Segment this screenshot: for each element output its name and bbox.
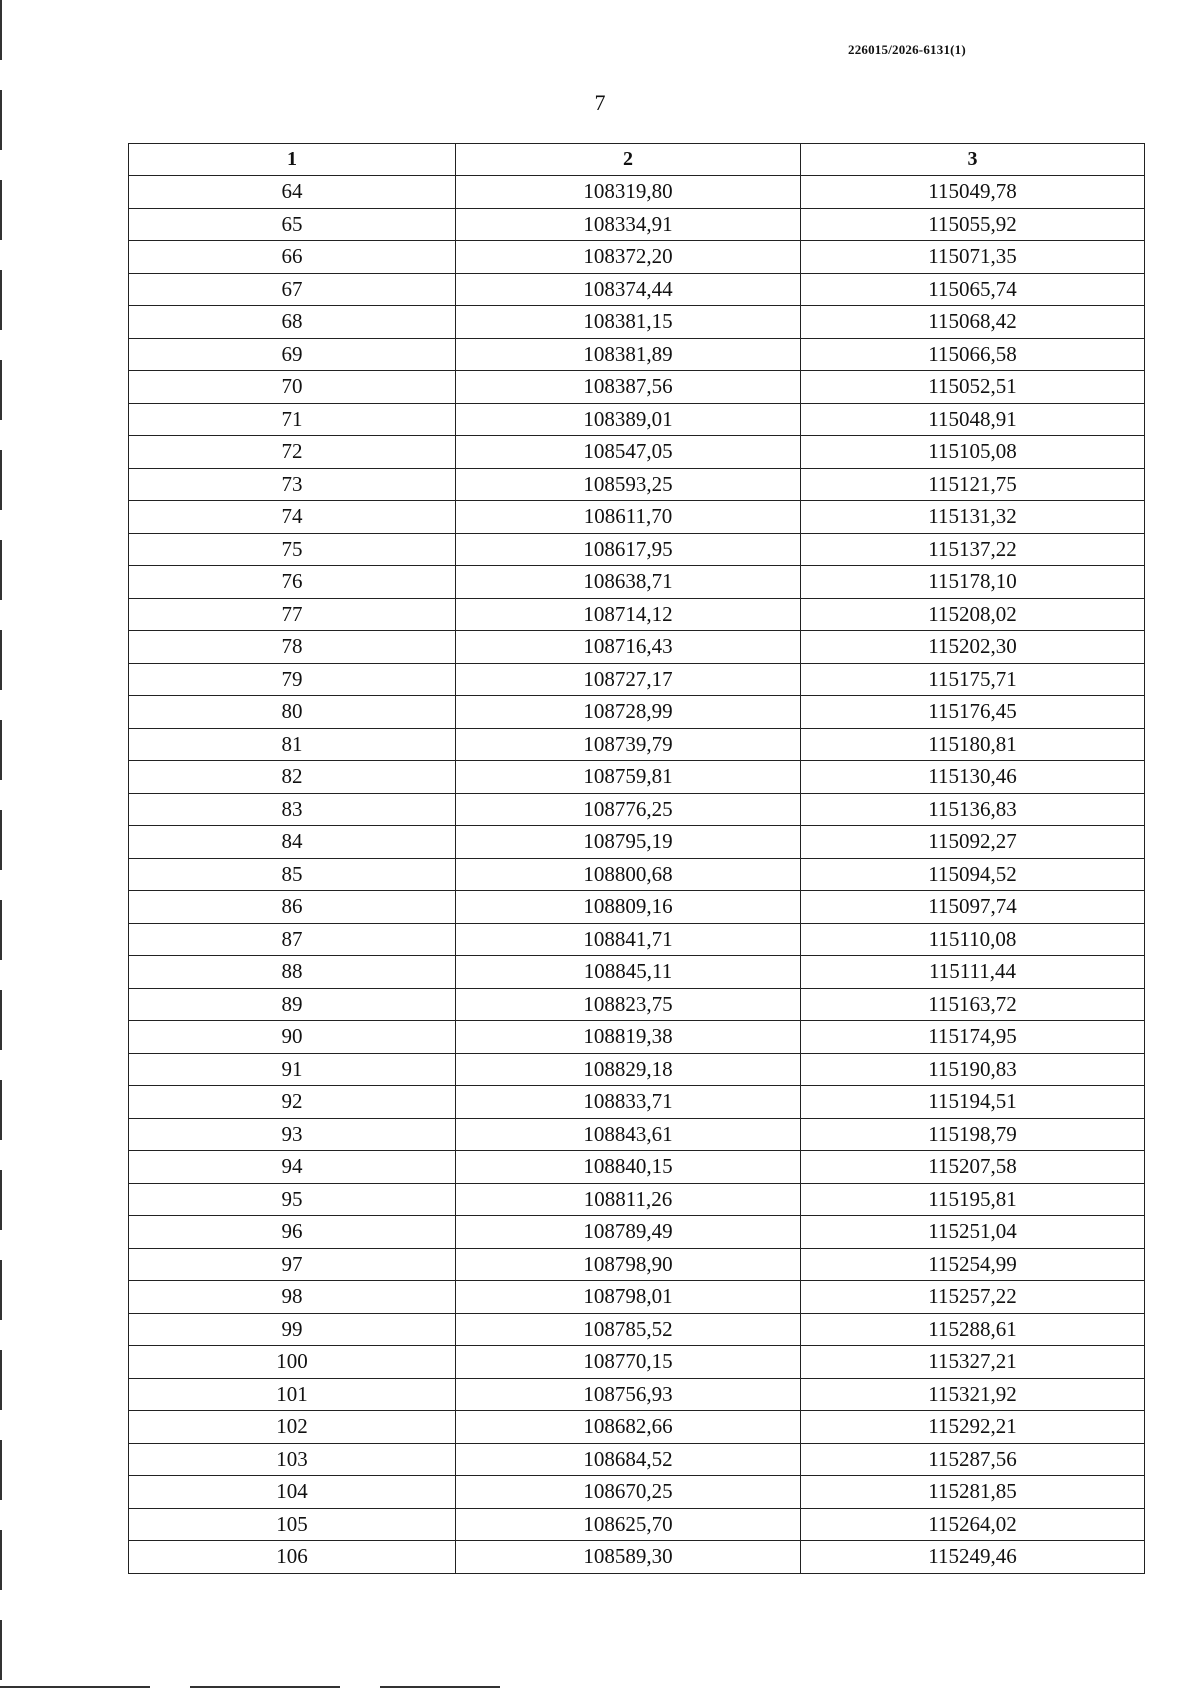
table-cell-col-1: 102 — [129, 1411, 456, 1444]
table-row — [129, 728, 1145, 761]
table-cell-col-1: 93 — [129, 1118, 456, 1151]
table-cell-col-3: 115321,92 — [801, 1378, 1145, 1411]
table-cell-col-3: 115176,45 — [801, 696, 1145, 729]
table-cell-col-3: 115251,04 — [801, 1216, 1145, 1249]
table-cell-col-2: 108840,15 — [456, 1151, 801, 1184]
table-row — [129, 858, 1145, 891]
table-cell-col-1: 105 — [129, 1508, 456, 1541]
table-cell-col-1: 85 — [129, 858, 456, 891]
table-row — [129, 1443, 1145, 1476]
table-cell-col-3: 115249,46 — [801, 1541, 1145, 1574]
table-cell-col-2: 108739,79 — [456, 728, 801, 761]
table-cell-col-3: 115094,52 — [801, 858, 1145, 891]
table-cell-col-2: 108841,71 — [456, 923, 801, 956]
table-cell-col-2: 108756,93 — [456, 1378, 801, 1411]
table-cell-col-1: 87 — [129, 923, 456, 956]
table-row — [129, 793, 1145, 826]
table-cell-col-2: 108593,25 — [456, 468, 801, 501]
table-cell-col-2: 108381,15 — [456, 306, 801, 339]
table-row — [129, 1118, 1145, 1151]
table-cell-col-1: 88 — [129, 956, 456, 989]
table-row — [129, 1346, 1145, 1379]
table-cell-col-1: 72 — [129, 436, 456, 469]
scan-left-edge — [0, 0, 2, 1692]
table-cell-col-1: 71 — [129, 403, 456, 436]
table-cell-col-1: 90 — [129, 1021, 456, 1054]
table-cell-col-2: 108819,38 — [456, 1021, 801, 1054]
table-cell-col-2: 108334,91 — [456, 208, 801, 241]
table-cell-col-2: 108716,43 — [456, 631, 801, 664]
table-row — [129, 533, 1145, 566]
table-cell-col-3: 115065,74 — [801, 273, 1145, 306]
table-cell-col-1: 98 — [129, 1281, 456, 1314]
table-cell-col-1: 65 — [129, 208, 456, 241]
table-row — [129, 468, 1145, 501]
table-cell-col-1: 99 — [129, 1313, 456, 1346]
table-row — [129, 696, 1145, 729]
table-cell-col-3: 115327,21 — [801, 1346, 1145, 1379]
table-cell-col-1: 100 — [129, 1346, 456, 1379]
table-row — [129, 1248, 1145, 1281]
table-cell-col-2: 108800,68 — [456, 858, 801, 891]
table-cell-col-2: 108381,89 — [456, 338, 801, 371]
table-cell-col-3: 115066,58 — [801, 338, 1145, 371]
table-cell-col-2: 108833,71 — [456, 1086, 801, 1119]
table-cell-col-1: 70 — [129, 371, 456, 404]
table-cell-col-1: 75 — [129, 533, 456, 566]
table-cell-col-1: 82 — [129, 761, 456, 794]
table-cell-col-2: 108770,15 — [456, 1346, 801, 1379]
table-row — [129, 1183, 1145, 1216]
table-row — [129, 1053, 1145, 1086]
table-cell-col-2: 108387,56 — [456, 371, 801, 404]
table-cell-col-1: 97 — [129, 1248, 456, 1281]
table-cell-col-2: 108389,01 — [456, 403, 801, 436]
table-cell-col-3: 115052,51 — [801, 371, 1145, 404]
table-cell-col-2: 108776,25 — [456, 793, 801, 826]
table-cell-col-2: 108789,49 — [456, 1216, 801, 1249]
table-cell-col-2: 108728,99 — [456, 696, 801, 729]
table-cell-col-2: 108809,16 — [456, 891, 801, 924]
table-cell-col-2: 108684,52 — [456, 1443, 801, 1476]
table-cell-col-3: 115180,81 — [801, 728, 1145, 761]
table-cell-col-1: 74 — [129, 501, 456, 534]
table-cell-col-3: 115254,99 — [801, 1248, 1145, 1281]
page-number: 7 — [594, 90, 606, 115]
table-cell-col-3: 115190,83 — [801, 1053, 1145, 1086]
table-cell-col-3: 115055,92 — [801, 208, 1145, 241]
table-row — [129, 436, 1145, 469]
table-cell-col-2: 108759,81 — [456, 761, 801, 794]
table-row — [129, 1378, 1145, 1411]
table-cell-col-3: 115194,51 — [801, 1086, 1145, 1119]
table-cell-col-3: 115178,10 — [801, 566, 1145, 599]
table-cell-col-2: 108798,90 — [456, 1248, 801, 1281]
table-cell-col-2: 108611,70 — [456, 501, 801, 534]
table-cell-col-3: 115264,02 — [801, 1508, 1145, 1541]
table-cell-col-1: 95 — [129, 1183, 456, 1216]
table-cell-col-1: 68 — [129, 306, 456, 339]
table-cell-col-3: 115048,91 — [801, 403, 1145, 436]
table-row — [129, 1086, 1145, 1119]
column-header-2: 2 — [456, 144, 801, 176]
table-cell-col-1: 86 — [129, 891, 456, 924]
table-cell-col-3: 115105,08 — [801, 436, 1145, 469]
table-cell-col-1: 69 — [129, 338, 456, 371]
table-cell-col-3: 115071,35 — [801, 241, 1145, 274]
table-cell-col-1: 81 — [129, 728, 456, 761]
table-cell-col-3: 115257,22 — [801, 1281, 1145, 1314]
table-cell-col-1: 83 — [129, 793, 456, 826]
table-cell-col-2: 108374,44 — [456, 273, 801, 306]
table-cell-col-1: 89 — [129, 988, 456, 1021]
table-cell-col-1: 79 — [129, 663, 456, 696]
table-cell-col-1: 78 — [129, 631, 456, 664]
table-cell-col-1: 103 — [129, 1443, 456, 1476]
table-cell-col-1: 106 — [129, 1541, 456, 1574]
table-cell-col-2: 108319,80 — [456, 176, 801, 209]
table-cell-col-2: 108547,05 — [456, 436, 801, 469]
table-cell-col-3: 115207,58 — [801, 1151, 1145, 1184]
table-row — [129, 956, 1145, 989]
table-row — [129, 1021, 1145, 1054]
table-cell-col-1: 91 — [129, 1053, 456, 1086]
table-cell-col-2: 108625,70 — [456, 1508, 801, 1541]
column-header-3: 3 — [801, 144, 1145, 176]
table-cell-col-3: 115202,30 — [801, 631, 1145, 664]
table-cell-col-2: 108372,20 — [456, 241, 801, 274]
table-cell-col-2: 108823,75 — [456, 988, 801, 1021]
table-cell-col-2: 108617,95 — [456, 533, 801, 566]
table-row — [129, 923, 1145, 956]
table-row — [129, 1411, 1145, 1444]
table-row — [129, 1313, 1145, 1346]
table-cell-col-1: 92 — [129, 1086, 456, 1119]
document-number: 226015/2026-6131(1) — [848, 42, 966, 57]
table-cell-col-3: 115136,83 — [801, 793, 1145, 826]
table-row — [129, 1151, 1145, 1184]
table-row — [129, 273, 1145, 306]
table-cell-col-1: 94 — [129, 1151, 456, 1184]
table-header — [129, 144, 1145, 176]
table-cell-col-2: 108798,01 — [456, 1281, 801, 1314]
table-cell-col-2: 108829,18 — [456, 1053, 801, 1086]
table-row — [129, 176, 1145, 209]
table-cell-col-1: 101 — [129, 1378, 456, 1411]
table-cell-col-2: 108682,66 — [456, 1411, 801, 1444]
table-cell-col-3: 115287,56 — [801, 1443, 1145, 1476]
table-cell-col-3: 115097,74 — [801, 891, 1145, 924]
table-cell-col-3: 115174,95 — [801, 1021, 1145, 1054]
table-row — [129, 566, 1145, 599]
table-row — [129, 761, 1145, 794]
table-body — [129, 176, 1145, 1574]
table-cell-col-2: 108785,52 — [456, 1313, 801, 1346]
table-cell-col-1: 64 — [129, 176, 456, 209]
table-cell-col-2: 108670,25 — [456, 1476, 801, 1509]
table-cell-col-1: 76 — [129, 566, 456, 599]
table-cell-col-1: 96 — [129, 1216, 456, 1249]
table-row — [129, 1216, 1145, 1249]
table-cell-col-1: 104 — [129, 1476, 456, 1509]
table-cell-col-2: 108811,26 — [456, 1183, 801, 1216]
table-row — [129, 501, 1145, 534]
table-cell-col-3: 115131,32 — [801, 501, 1145, 534]
table-row — [129, 631, 1145, 664]
table-cell-col-1: 77 — [129, 598, 456, 631]
table-row — [129, 1476, 1145, 1509]
table-row — [129, 598, 1145, 631]
table-cell-col-3: 115281,85 — [801, 1476, 1145, 1509]
table-row — [129, 1541, 1145, 1574]
table-cell-col-3: 115110,08 — [801, 923, 1145, 956]
table-cell-col-3: 115175,71 — [801, 663, 1145, 696]
table-cell-col-3: 115068,42 — [801, 306, 1145, 339]
table-cell-col-2: 108589,30 — [456, 1541, 801, 1574]
table-row — [129, 403, 1145, 436]
table-cell-col-1: 67 — [129, 273, 456, 306]
table-cell-col-2: 108795,19 — [456, 826, 801, 859]
table-cell-col-3: 115198,79 — [801, 1118, 1145, 1151]
coordinates-table — [128, 143, 1145, 1574]
table-cell-col-3: 115292,21 — [801, 1411, 1145, 1444]
scan-bottom-edge — [0, 1686, 500, 1688]
table-row — [129, 1508, 1145, 1541]
table-header-row — [129, 144, 1145, 176]
table-row — [129, 306, 1145, 339]
table-cell-col-2: 108845,11 — [456, 956, 801, 989]
table-cell-col-3: 115163,72 — [801, 988, 1145, 1021]
table-row — [129, 371, 1145, 404]
table-row — [129, 208, 1145, 241]
table-row — [129, 826, 1145, 859]
table-cell-col-3: 115049,78 — [801, 176, 1145, 209]
column-header-1: 1 — [129, 144, 456, 176]
table-cell-col-3: 115111,44 — [801, 956, 1145, 989]
table-cell-col-3: 115130,46 — [801, 761, 1145, 794]
table-cell-col-3: 115195,81 — [801, 1183, 1145, 1216]
table-cell-col-2: 108843,61 — [456, 1118, 801, 1151]
table-cell-col-2: 108727,17 — [456, 663, 801, 696]
table-cell-col-1: 80 — [129, 696, 456, 729]
table-cell-col-3: 115137,22 — [801, 533, 1145, 566]
table-cell-col-3: 115092,27 — [801, 826, 1145, 859]
table-cell-col-3: 115208,02 — [801, 598, 1145, 631]
table-row — [129, 338, 1145, 371]
table-cell-col-1: 84 — [129, 826, 456, 859]
table-row — [129, 1281, 1145, 1314]
table-cell-col-2: 108638,71 — [456, 566, 801, 599]
table-row — [129, 663, 1145, 696]
table-row — [129, 241, 1145, 274]
table-row — [129, 891, 1145, 924]
table-cell-col-3: 115288,61 — [801, 1313, 1145, 1346]
table-cell-col-3: 115121,75 — [801, 468, 1145, 501]
table-cell-col-1: 73 — [129, 468, 456, 501]
table-row — [129, 988, 1145, 1021]
table-cell-col-2: 108714,12 — [456, 598, 801, 631]
table-cell-col-1: 66 — [129, 241, 456, 274]
